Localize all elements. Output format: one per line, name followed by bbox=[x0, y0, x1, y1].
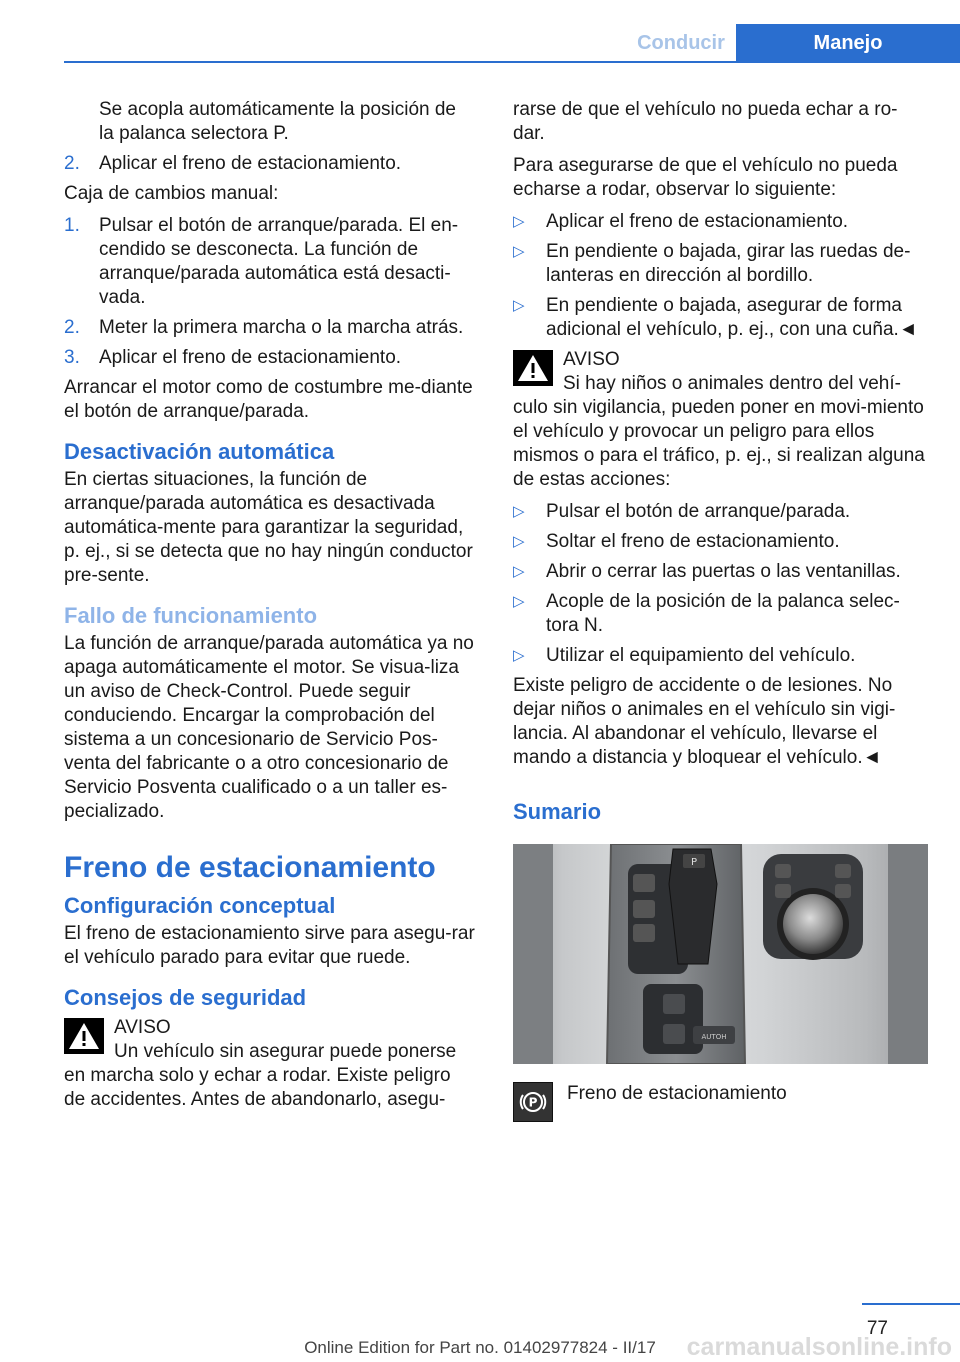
list-item bbox=[513, 590, 928, 638]
list-item bbox=[513, 240, 928, 288]
observe-paragraph: Para asegurarse de que el vehículo no pueda echarse a rodar, observar lo siguiente: bbox=[513, 155, 898, 200]
list-item bbox=[513, 210, 928, 234]
header-tabs bbox=[626, 24, 960, 62]
list-item bbox=[513, 560, 928, 584]
step-number: 3. bbox=[64, 347, 80, 368]
edition-footer: Online Edition for Part no. 01402977824 - II/17 bbox=[304, 1338, 656, 1357]
warning-first-line: Un vehículo sin asegurar puede ponerse bbox=[114, 1041, 457, 1062]
list-item bbox=[513, 500, 928, 524]
p-button-label: P bbox=[690, 857, 698, 868]
tab-conducir[interactable]: Conducir bbox=[626, 24, 736, 62]
bullet-text: Pulsar el botón de arranque/parada. bbox=[546, 501, 851, 522]
autoh-button-label: AUTOH bbox=[701, 1033, 727, 1041]
page-number: 77 bbox=[866, 1318, 888, 1339]
heading-consejos: Consejos de seguridad bbox=[64, 985, 307, 1010]
triangle-bullet-icon: ▷ bbox=[513, 563, 525, 580]
step-text: Meter la primera marcha o la marcha atrás. bbox=[99, 317, 464, 338]
continued-paragraph: rarse de que el vehículo no pueda echar a ro‐dar. bbox=[513, 99, 898, 144]
warning-icon bbox=[64, 1018, 104, 1054]
peligro-paragraph: Existe peligro de accidente o de lesiones. No dejar niños o animales en el vehículo sin vigi‐lancia. Al abandonar el vehículo, llevarse el mando a distancia y bloquear el vehículo.◄ bbox=[513, 675, 896, 768]
heading-desactivacion: Desactivación automática bbox=[64, 439, 335, 464]
warning-block bbox=[513, 348, 928, 396]
list-item bbox=[513, 294, 928, 342]
right-column bbox=[513, 98, 928, 1122]
bullet-text: En pendiente o bajada, girar las ruedas de‐lanteras en dirección al bordillo. bbox=[546, 241, 911, 286]
list-item bbox=[513, 530, 928, 554]
list-item bbox=[64, 214, 476, 310]
watermark: carmanualsonline.info bbox=[686, 1333, 952, 1361]
left-column bbox=[64, 98, 476, 1120]
bullet-text: Aplicar el freno de estacionamiento. bbox=[546, 211, 849, 232]
warning-text: en marcha solo y echar a rodar. Existe peligro de accidentes. Antes de abandonarlo, asegu‐ bbox=[64, 1065, 451, 1110]
list-item bbox=[64, 152, 476, 176]
step-number: 2. bbox=[64, 317, 80, 338]
list-item bbox=[64, 346, 476, 370]
header-rule bbox=[64, 61, 960, 63]
step-number: 1. bbox=[64, 215, 80, 236]
warning-label: AVISO bbox=[114, 1017, 171, 1038]
warning-icon bbox=[513, 350, 553, 386]
console-photo bbox=[513, 844, 928, 1064]
heading-sumario: Sumario bbox=[513, 799, 602, 824]
tab-manejo[interactable]: Manejo bbox=[736, 24, 960, 62]
warning-first-line: Si hay niños o animales dentro del vehí‐ bbox=[563, 373, 901, 394]
triangle-bullet-icon: ▷ bbox=[513, 213, 525, 230]
continued-step-text: Se acopla automáticamente la posición de la palanca selectora P. bbox=[99, 99, 457, 144]
heading-fallo: Fallo de funcionamiento bbox=[64, 603, 318, 628]
triangle-bullet-icon: ▷ bbox=[513, 647, 525, 664]
step-text: Aplicar el freno de estacionamiento. bbox=[99, 347, 402, 368]
desactivacion-paragraph: En ciertas situaciones, la función de arranque/parada automática es desactivada automática‐mente para garantizar la seguridad, p. ej., si se detecta que no hay ningún conductor pre‐sente. bbox=[64, 469, 473, 586]
list-item bbox=[64, 316, 476, 340]
step-text: Pulsar el botón de arranque/parada. El en‐cendido se desconecta. La función de arranque/parada automática está desacti‐vada. bbox=[99, 215, 459, 308]
triangle-bullet-icon: ▷ bbox=[513, 533, 525, 550]
triangle-bullet-icon: ▷ bbox=[513, 297, 525, 314]
warning-block bbox=[64, 1016, 476, 1064]
legend-label: Freno de estacionamiento bbox=[567, 1083, 787, 1104]
bullet-text: Abrir o cerrar las puertas o las ventanillas. bbox=[546, 561, 901, 582]
triangle-bullet-icon: ▷ bbox=[513, 243, 525, 260]
step-number: 2. bbox=[64, 153, 80, 174]
triangle-bullet-icon: ▷ bbox=[513, 503, 525, 520]
heading-freno: Freno de estacionamiento bbox=[64, 851, 436, 884]
svg-text:P: P bbox=[528, 1095, 538, 1110]
bullet-text: Utilizar el equipamiento del vehículo. bbox=[546, 645, 856, 666]
bullet-text: Soltar el freno de estacionamiento. bbox=[546, 531, 840, 552]
warning-label: AVISO bbox=[563, 349, 620, 370]
manual-gearbox-title: Caja de cambios manual: bbox=[64, 183, 279, 204]
bullet-text: En pendiente o bajada, asegurar de forma adicional el vehículo, p. ej., con una cuña.◄ bbox=[546, 295, 918, 340]
figure-legend bbox=[513, 1082, 928, 1122]
start-engine-paragraph: Arrancar el motor como de costumbre me‐diante el botón de arranque/parada. bbox=[64, 377, 473, 422]
center-console-illustration bbox=[513, 844, 928, 1064]
footer-rule bbox=[862, 1303, 960, 1305]
warning-text: culo sin vigilancia, pueden poner en movi‐miento el vehículo y provocar un peligro para ellos mismos o para el tráfico, p. ej., si realizan alguna de estas acciones: bbox=[513, 397, 925, 490]
triangle-bullet-icon: ▷ bbox=[513, 593, 525, 610]
fallo-paragraph: La función de arranque/parada automática ya no apaga automáticamente el motor. Se visua‐liza un aviso de Check-Control. Puede seguir conduciendo. Encargar la comprobación del sistema a un concesionario de Servicio Pos‐venta del fabricante o a otro concesionario de Servicio Posventa cualificado o a un taller es‐pecializado. bbox=[64, 633, 474, 822]
configuracion-paragraph: El freno de estacionamiento sirve para asegu‐rar el vehículo parado para evitar que ruede. bbox=[64, 923, 475, 968]
heading-configuracion: Configuración conceptual bbox=[64, 893, 336, 918]
parking-brake-icon bbox=[513, 1082, 553, 1122]
list-item bbox=[513, 644, 928, 668]
step-text: Aplicar el freno de estacionamiento. bbox=[99, 153, 402, 174]
bullet-text: Acople de la posición de la palanca selec‐tora N. bbox=[546, 591, 900, 636]
